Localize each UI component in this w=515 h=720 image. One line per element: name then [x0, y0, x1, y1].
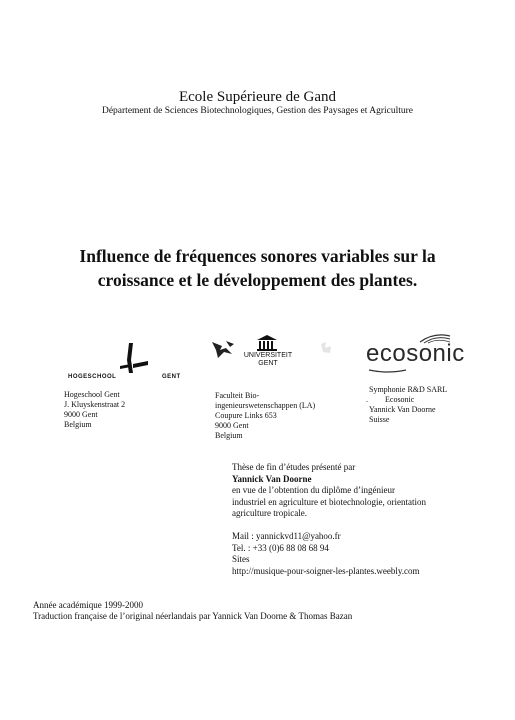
- hogeschool-address-line: Hogeschool Gent: [64, 390, 120, 399]
- symphonie-address-line-ecosonic: [366, 395, 447, 405]
- hogeschool-logo-left-text: HOGESCHOOL: [68, 374, 117, 380]
- symphonie-address: [366, 385, 448, 425]
- university-building-icon: [256, 334, 278, 352]
- universiteit-logo-text: [240, 352, 296, 368]
- universiteit-logo-line-2: GENT: [258, 360, 278, 367]
- school-name: Ecole Supérieure de Gand: [178, 89, 337, 105]
- contact-tel: Tel. : +33 (0)6 88 08 68 94: [232, 542, 329, 553]
- faculteit-address-line: ingenieurswetenschappen (LA): [215, 401, 316, 410]
- hogeschool-address: [64, 390, 125, 430]
- faculteit-address-line: 9000 Gent: [215, 421, 249, 430]
- symphonie-bullet: .: [366, 395, 368, 404]
- faculteit-address-line: Belgium: [215, 431, 243, 440]
- symphonie-address-line: Suisse: [369, 415, 390, 424]
- universiteit-logo-line-1: UNIVERSITEIT: [243, 352, 293, 359]
- symphonie-address-line: Ecosonic: [385, 395, 415, 404]
- contact-mail: Mail : yannickvd11@yahoo.fr: [232, 531, 341, 541]
- faculteit-address: [215, 391, 315, 441]
- thesis-line-4: industriel en agriculture et biotechnologie, orientation: [232, 496, 426, 507]
- contact-block: [232, 531, 420, 577]
- faculteit-address-line: Coupure Links 653: [215, 411, 277, 420]
- hogeschool-address-line: J. Kluyskenstraat 2: [64, 400, 126, 409]
- title-line-1: Influence de fréquences sonores variables sur la: [79, 246, 436, 266]
- contact-sites-label: Sites: [232, 554, 250, 564]
- hogeschool-address-line: 9000 Gent: [64, 410, 98, 419]
- academic-year: Année académique 1999-2000: [33, 600, 143, 610]
- symphonie-address-line: Symphonie R&D SARL: [369, 385, 448, 394]
- hogeschool-logo: [68, 340, 188, 382]
- hogeschool-logo-icon: [120, 340, 150, 374]
- ecosonic-logo-text: ecosonic: [366, 340, 465, 367]
- thesis-line-1: Thèse de fin d’études présenté par: [232, 462, 356, 472]
- faculteit-address-line: Faculteit Bio-: [215, 391, 260, 400]
- ghent-emblem-icon: [210, 338, 238, 360]
- contact-url: http://musique-pour-soigner-les-plantes.weebly.com: [232, 565, 420, 576]
- thesis-line-5: agriculture tropicale.: [232, 508, 307, 518]
- ecosonic-underline-icon: [368, 368, 408, 374]
- title-line-2: croissance et le développement des plantes.: [97, 270, 418, 290]
- thesis-author: Yannick Van Doorne: [232, 473, 312, 484]
- document-title: [0, 244, 515, 292]
- thesis-line-3: en vue de l’obtention du diplôme d’ingénieur: [232, 485, 395, 495]
- universiteit-logo: [210, 330, 350, 375]
- thesis-statement: [232, 462, 426, 520]
- symphonie-address-line: Yannick Van Doorne: [369, 405, 436, 414]
- ecosonic-logo: [366, 328, 466, 378]
- footer-block: [33, 600, 352, 622]
- faint-mark-icon: [318, 340, 338, 356]
- department-name: Département de Sciences Biotechnologiques, Gestion des Paysages et Agriculture: [101, 106, 414, 116]
- translation-credit: Traduction française de l’original néerlandais par Yannick Van Doorne & Thomas Bazan: [33, 611, 353, 621]
- hogeschool-address-line: Belgium: [64, 420, 92, 429]
- hogeschool-logo-right-text: GENT: [162, 374, 181, 380]
